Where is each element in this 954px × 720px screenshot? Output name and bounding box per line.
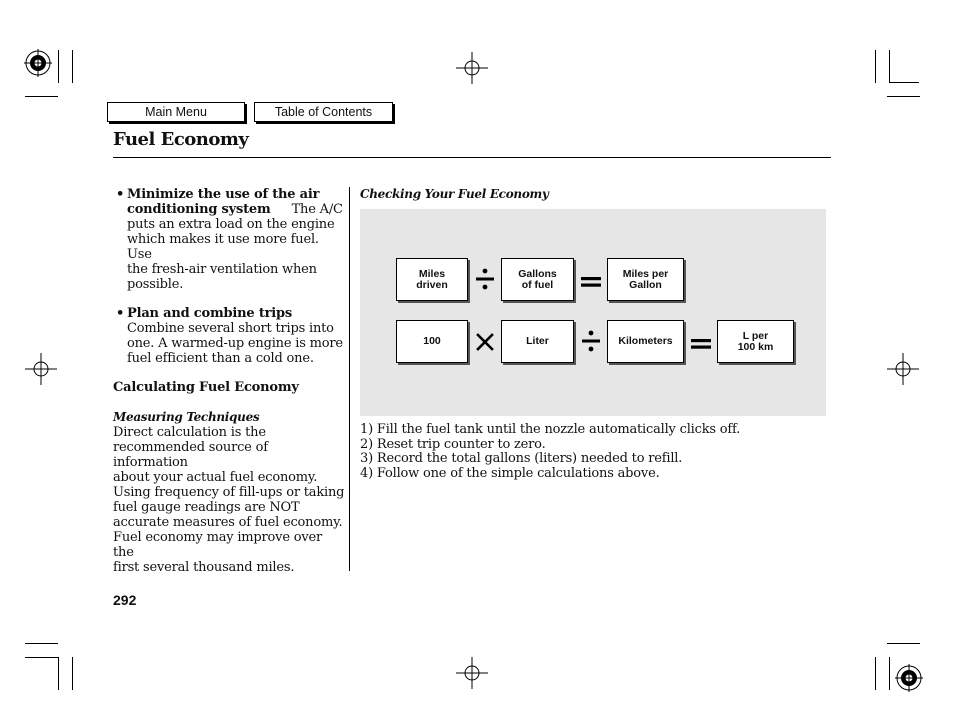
step-item: 3) Record the total gallons (liters) needed to refill. <box>360 451 683 467</box>
box-miles-driven: Miles driven <box>396 258 468 301</box>
bullet-trips-line: one. A warmed-up engine is more <box>127 336 343 351</box>
fuel-economy-diagram <box>360 209 826 416</box>
crosshair-icon <box>25 353 57 385</box>
box-miles-per-gallon: Miles per Gallon <box>607 258 684 301</box>
measuring-line: Using frequency of fill-ups or taking <box>113 485 345 500</box>
box-100: 100 <box>396 320 468 363</box>
equals-icon <box>691 335 711 354</box>
box-l-per-100km: L per 100 km <box>717 320 794 363</box>
measuring-line: fuel gauge readings are NOT <box>113 500 300 515</box>
box-liter: Liter <box>501 320 574 363</box>
registration-target-icon <box>24 49 52 77</box>
table-of-contents-button[interactable]: Table of Contents <box>254 102 393 122</box>
bullet-marker: • <box>116 306 125 321</box>
bullet-ac-line: the fresh-air ventilation when <box>127 262 317 277</box>
measuring-line: first several thousand miles. <box>113 560 295 575</box>
registration-target-icon <box>895 664 923 692</box>
checking-heading: Checking Your Fuel Economy <box>360 187 549 201</box>
measuring-line: accurate measures of fuel economy. <box>113 515 343 530</box>
bullet-ac-text-tail: The A/C <box>291 202 343 217</box>
box-kilometers: Kilometers <box>607 320 684 363</box>
title-divider <box>113 157 831 158</box>
page-title: Fuel Economy <box>113 129 249 150</box>
crosshair-icon <box>887 353 919 385</box>
left-column <box>113 187 345 575</box>
measuring-line: recommended source of information <box>113 440 268 470</box>
step-item: 2) Reset trip counter to zero. <box>360 436 546 452</box>
divide-icon <box>581 329 601 357</box>
measuring-line: Direct calculation is the <box>113 425 266 440</box>
bullet-ac-line: which makes it use more fuel. Use <box>127 232 319 262</box>
bullet-trips <box>113 306 345 366</box>
bullet-trips-heading: Plan and combine trips <box>127 306 293 321</box>
step-item: 4) Follow one of the simple calculations above. <box>360 466 660 482</box>
calc-heading: Calculating Fuel Economy <box>113 380 299 395</box>
multiply-icon <box>476 333 494 355</box>
measuring-line: Fuel economy may improve over the <box>113 530 323 560</box>
steps-list <box>360 423 740 482</box>
crosshair-icon <box>456 52 488 84</box>
crosshair-icon <box>456 657 488 689</box>
measuring-heading: Measuring Techniques <box>113 410 260 424</box>
bullet-trips-line: fuel efficient than a cold one. <box>127 351 314 366</box>
bullet-marker: • <box>116 187 125 202</box>
page-number: 292 <box>113 592 137 608</box>
bullet-ac-heading-1: Minimize the use of the air <box>127 187 320 202</box>
column-divider <box>349 187 350 571</box>
divide-icon <box>475 267 495 295</box>
main-menu-button[interactable]: Main Menu <box>107 102 245 122</box>
bullet-ac-line: puts an extra load on the engine <box>127 217 335 232</box>
measuring-line: about your actual fuel economy. <box>113 470 318 485</box>
bullet-ac-heading-2: conditioning system <box>127 202 271 217</box>
bullet-ac <box>113 187 345 292</box>
step-item: 1) Fill the fuel tank until the nozzle automatically clicks off. <box>360 422 741 437</box>
equals-icon <box>581 273 601 292</box>
bullet-ac-line: possible. <box>127 277 184 292</box>
box-gallons-of-fuel: Gallons of fuel <box>501 258 574 301</box>
bullet-trips-line: Combine several short trips into <box>127 321 334 336</box>
